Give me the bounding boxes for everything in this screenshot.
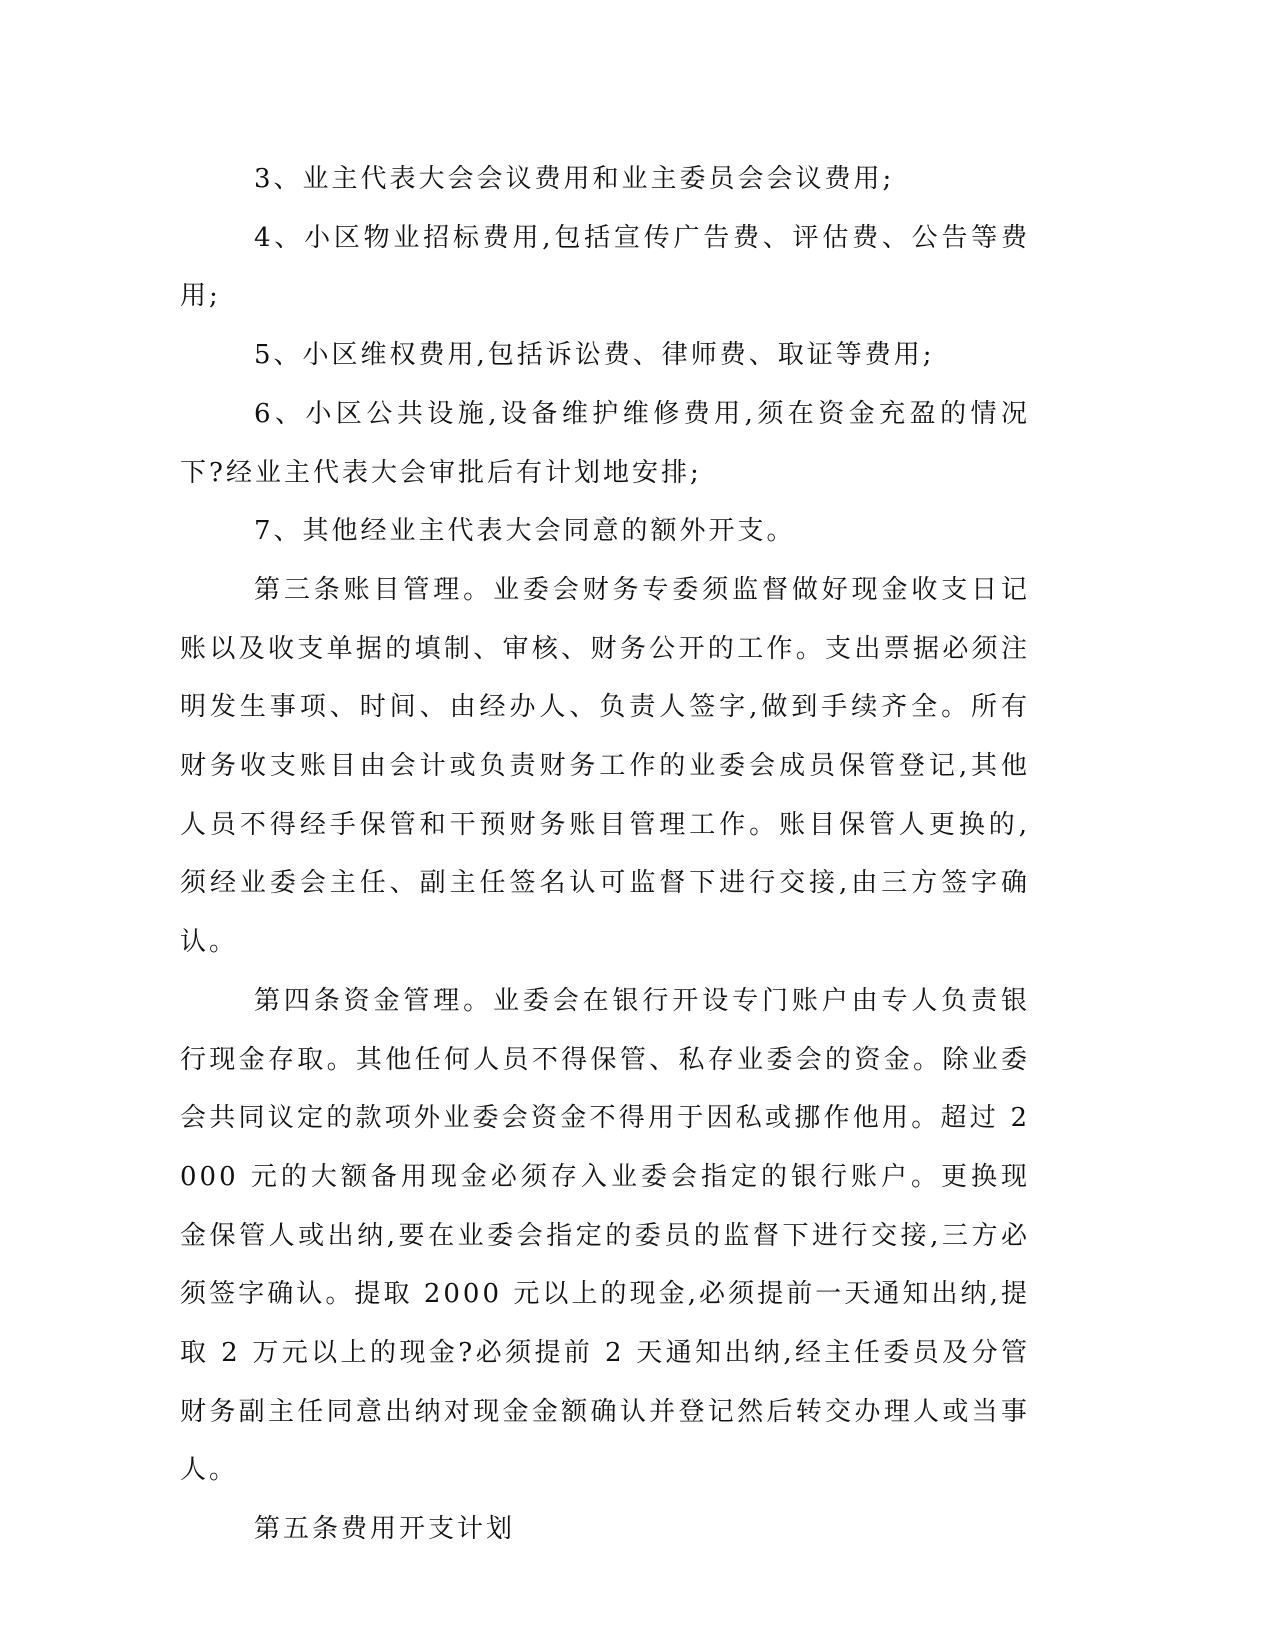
article-3-account-management: 第三条账目管理。业委会财务专委须监督做好现金收支日记账以及收支单据的填制、审核、财务公开的工作。支出票据必须注明发生事项、时间、由经办人、负责人签字,做到手续齐全。所有财务收支账目由会计或负责财务工作的业委会成员保管登记,其他人员不得经手保管和干预财务账目管理工作。账目保管人更换的,须经业委会主任、副主任签名认可监督下进行交接,由三方签字确认。 bbox=[180, 574, 1030, 958]
list-item-5: 5、小区维权费用,包括诉讼费、律师费、取证等费用; bbox=[254, 340, 935, 371]
list-item-6: 6、小区公共设施,设备维护维修费用,须在资金充盈的情况下?经业主代表大会审批后有计划地安排; bbox=[180, 398, 1030, 488]
document-body bbox=[180, 150, 1030, 1559]
article-5-heading: 第五条费用开支计划 bbox=[254, 1514, 516, 1545]
list-item-4: 4、小区物业招标费用,包括宣传广告费、评估费、公告等费用; bbox=[180, 222, 1030, 312]
list-item-7: 7、其他经业主代表大会同意的额外开支。 bbox=[254, 516, 796, 547]
list-item-3: 3、业主代表大会会议费用和业主委员会会议费用; bbox=[254, 164, 895, 194]
article-4-fund-management: 第四条资金管理。业委会在银行开设专门账户由专人负责银行现金存取。其他任何人员不得保管、私存业委会的资金。除业委会共同议定的款项外业委会资金不得用于因私或挪作他用。超过 2000 元的大额备用现金必须存入业委会指定的银行账户。更换现金保管人或出纳,要在业委会指定的委员的监督下进行交接,三方必须签字确认。提取 2000 元以上的现金,必须提前一天通知出纳,提取 2 万元以上的现金?必须提前 2 天通知出纳,经主任委员及分管财务副主任同意出纳对现金金额确认并登记然后转交办理人或当事人。 bbox=[180, 985, 1030, 1486]
